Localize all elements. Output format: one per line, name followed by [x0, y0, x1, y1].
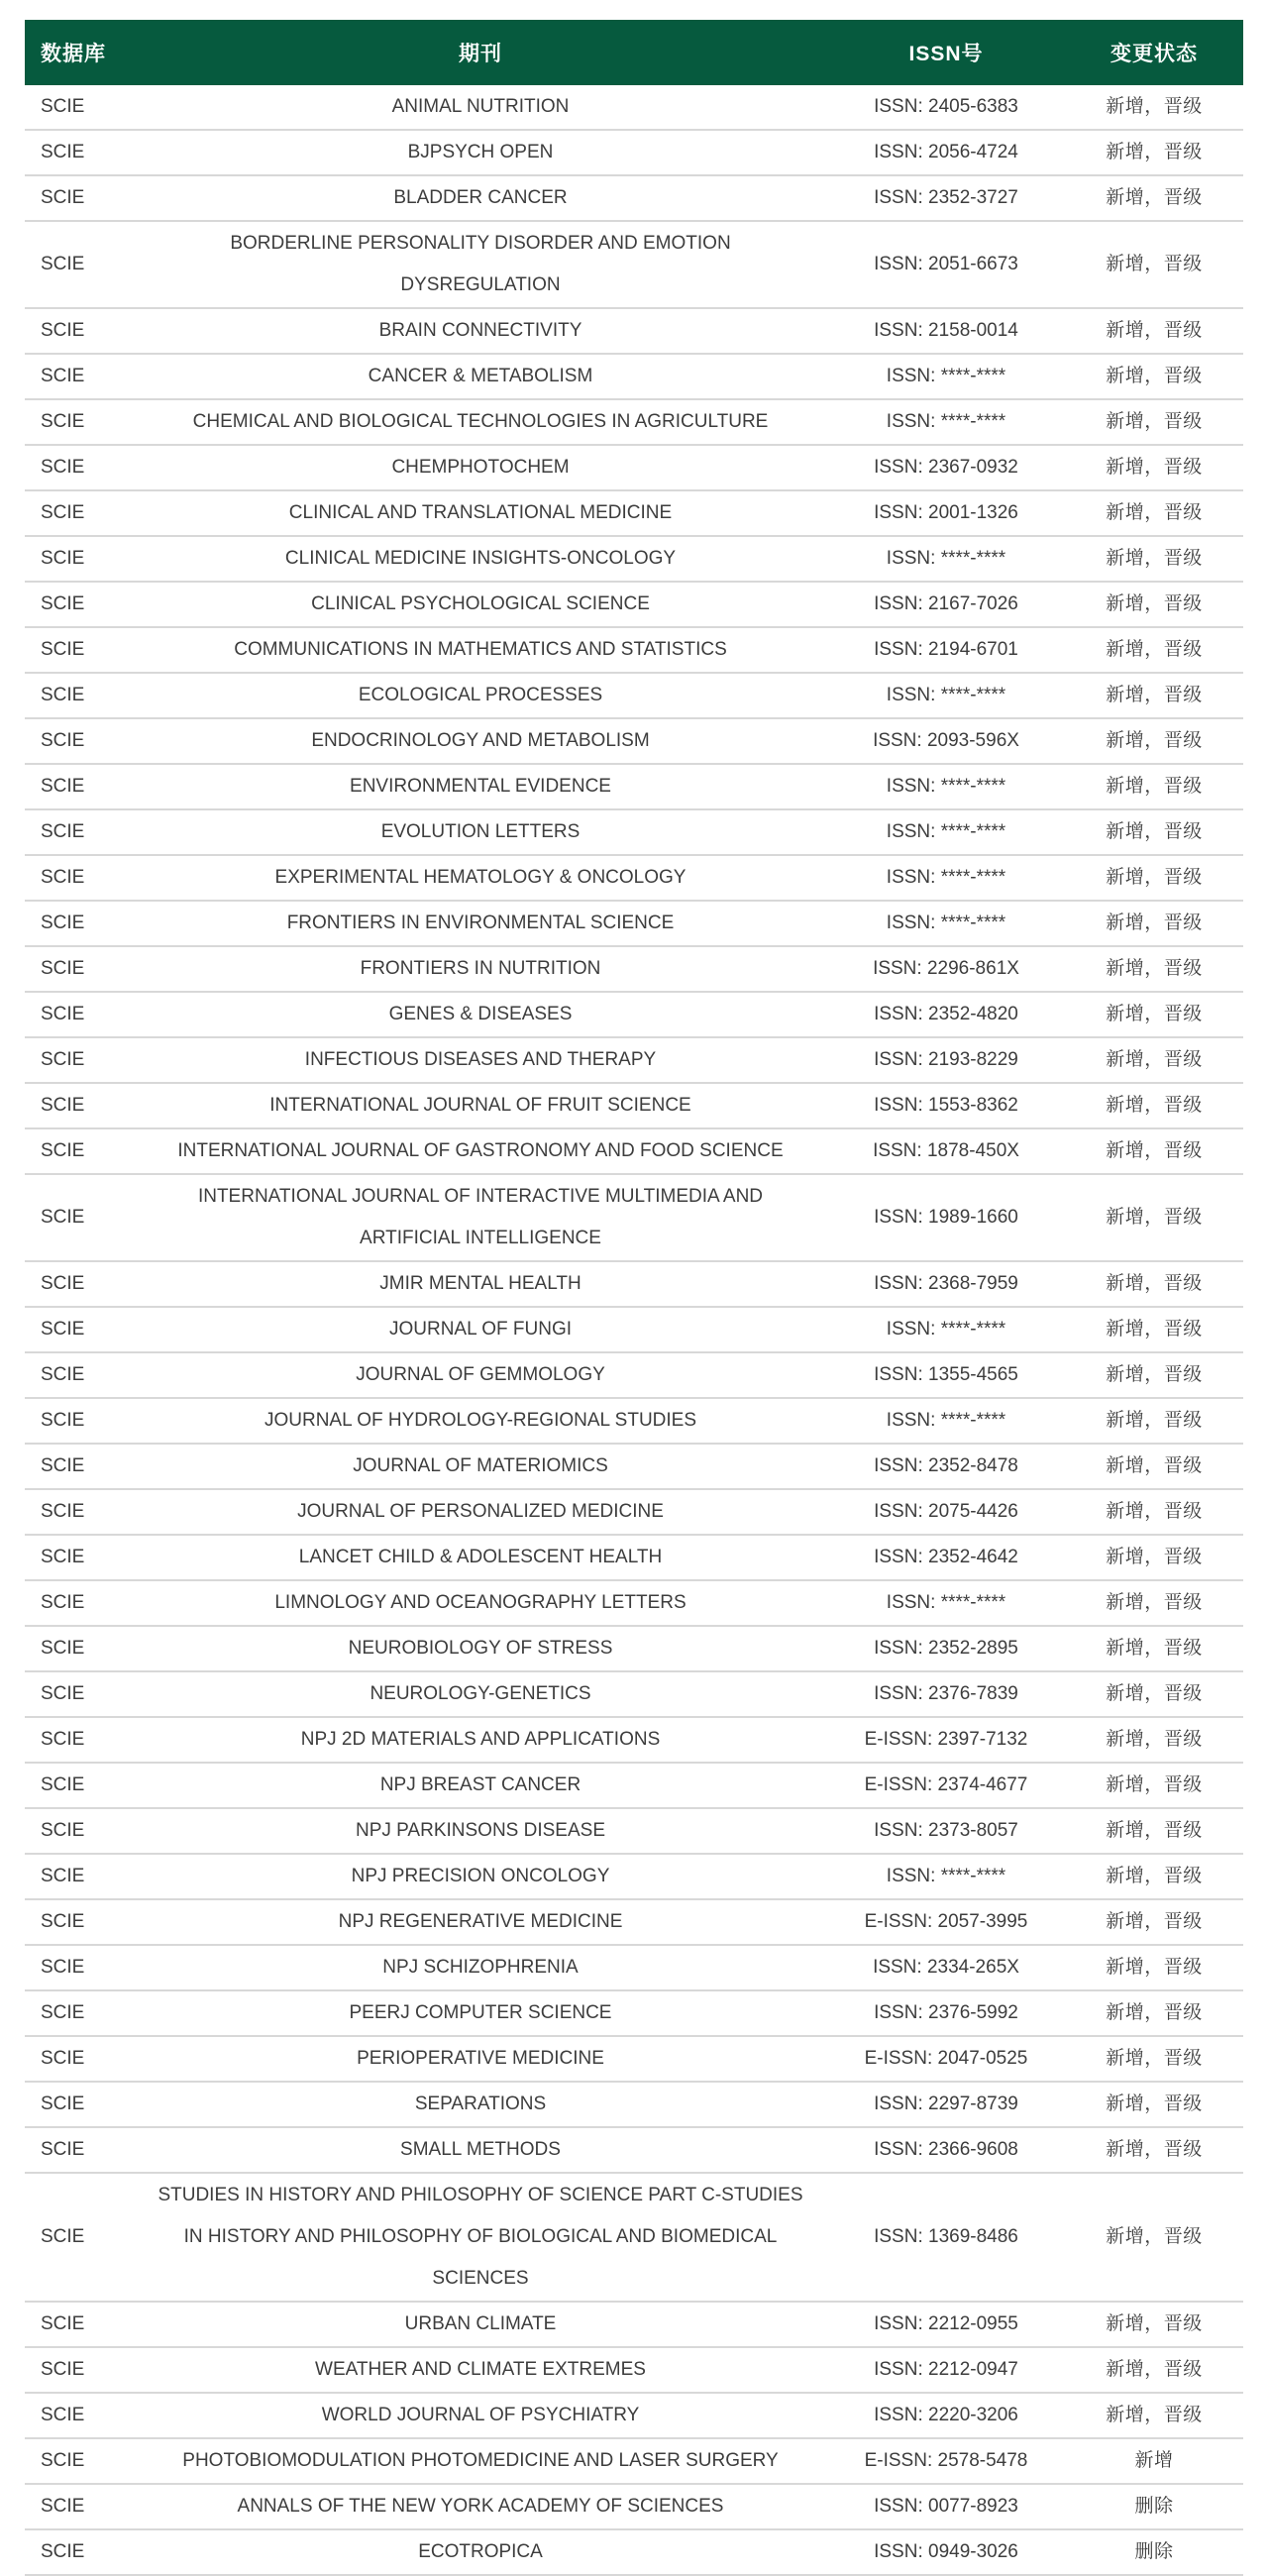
- cell-journal: COMMUNICATIONS IN MATHEMATICS AND STATISTICS: [134, 627, 827, 673]
- cell-database: SCIE: [25, 2302, 134, 2347]
- cell-issn: ISSN: 2167-7026: [827, 582, 1065, 627]
- cell-database: SCIE: [25, 1671, 134, 1717]
- table-row: [25, 175, 1243, 221]
- table-row: [25, 490, 1243, 536]
- cell-status: 新增，晋级: [1065, 1398, 1243, 1444]
- cell-database: SCIE: [25, 2082, 134, 2127]
- column-header-issn: ISSN号: [827, 20, 1065, 85]
- table-row: [25, 1854, 1243, 1899]
- cell-status: 新增，晋级: [1065, 946, 1243, 992]
- cell-journal: CLINICAL PSYCHOLOGICAL SCIENCE: [134, 582, 827, 627]
- cell-journal: PHOTOBIOMODULATION PHOTOMEDICINE AND LASER SURGERY: [134, 2438, 827, 2484]
- cell-status: 新增，晋级: [1065, 445, 1243, 490]
- table-row: [25, 1808, 1243, 1854]
- cell-journal: FRONTIERS IN ENVIRONMENTAL SCIENCE: [134, 901, 827, 946]
- cell-database: SCIE: [25, 2347, 134, 2393]
- table-row: [25, 809, 1243, 855]
- cell-database: SCIE: [25, 1128, 134, 1174]
- table-row: [25, 764, 1243, 809]
- cell-journal: NPJ 2D MATERIALS AND APPLICATIONS: [134, 1717, 827, 1763]
- cell-journal: NPJ REGENERATIVE MEDICINE: [134, 1899, 827, 1945]
- cell-status: 新增，晋级: [1065, 1128, 1243, 1174]
- table-row: [25, 308, 1243, 354]
- table-row: [25, 718, 1243, 764]
- cell-journal: EXPERIMENTAL HEMATOLOGY & ONCOLOGY: [134, 855, 827, 901]
- cell-issn: ISSN: 1553-8362: [827, 1083, 1065, 1128]
- cell-journal: ANIMAL NUTRITION: [134, 85, 827, 130]
- table-row: [25, 1580, 1243, 1626]
- cell-status: 新增，晋级: [1065, 536, 1243, 582]
- cell-database: SCIE: [25, 2438, 134, 2484]
- cell-issn: ISSN: 2051-6673: [827, 221, 1065, 308]
- cell-database: SCIE: [25, 1307, 134, 1352]
- cell-journal: JMIR MENTAL HEALTH: [134, 1261, 827, 1307]
- cell-status: 新增，晋级: [1065, 85, 1243, 130]
- table-row: [25, 1626, 1243, 1671]
- cell-status: 新增，晋级: [1065, 308, 1243, 354]
- cell-database: SCIE: [25, 1990, 134, 2036]
- cell-issn: ISSN: ****-****: [827, 809, 1065, 855]
- cell-status: 新增，晋级: [1065, 1489, 1243, 1535]
- cell-issn: ISSN: ****-****: [827, 901, 1065, 946]
- cell-database: SCIE: [25, 1626, 134, 1671]
- cell-journal: INFECTIOUS DISEASES AND THERAPY: [134, 1037, 827, 1083]
- cell-status: 删除: [1065, 2529, 1243, 2575]
- table-row: [25, 1899, 1243, 1945]
- table-row: [25, 2036, 1243, 2082]
- cell-issn: ISSN: 2352-4820: [827, 992, 1065, 1037]
- cell-status: 新增，晋级: [1065, 2127, 1243, 2173]
- cell-status: 新增，晋级: [1065, 2302, 1243, 2347]
- cell-journal: EVOLUTION LETTERS: [134, 809, 827, 855]
- cell-journal: JOURNAL OF HYDROLOGY-REGIONAL STUDIES: [134, 1398, 827, 1444]
- cell-journal: CHEMICAL AND BIOLOGICAL TECHNOLOGIES IN AGRICULTURE: [134, 399, 827, 445]
- cell-journal: BJPSYCH OPEN: [134, 130, 827, 175]
- cell-journal: LANCET CHILD & ADOLESCENT HEALTH: [134, 1535, 827, 1580]
- cell-database: SCIE: [25, 1763, 134, 1808]
- cell-issn: ISSN: 2193-8229: [827, 1037, 1065, 1083]
- cell-issn: ISSN: ****-****: [827, 1307, 1065, 1352]
- cell-database: SCIE: [25, 1352, 134, 1398]
- table-row: [25, 901, 1243, 946]
- cell-database: SCIE: [25, 445, 134, 490]
- table-row: [25, 1671, 1243, 1717]
- cell-issn: ISSN: ****-****: [827, 536, 1065, 582]
- cell-status: 删除: [1065, 2484, 1243, 2529]
- cell-issn: ISSN: 2212-0955: [827, 2302, 1065, 2347]
- cell-journal: PEERJ COMPUTER SCIENCE: [134, 1990, 827, 2036]
- table-row: [25, 130, 1243, 175]
- table-row: [25, 1261, 1243, 1307]
- cell-status: 新增，晋级: [1065, 1307, 1243, 1352]
- table-header-row: [25, 20, 1243, 85]
- cell-status: 新增，晋级: [1065, 2393, 1243, 2438]
- table-row: [25, 855, 1243, 901]
- cell-issn: ISSN: ****-****: [827, 1580, 1065, 1626]
- cell-status: 新增，晋级: [1065, 1352, 1243, 1398]
- cell-database: SCIE: [25, 1899, 134, 1945]
- table-row: [25, 1398, 1243, 1444]
- cell-issn: ISSN: 0949-3026: [827, 2529, 1065, 2575]
- cell-database: SCIE: [25, 85, 134, 130]
- cell-status: 新增，晋级: [1065, 175, 1243, 221]
- cell-database: SCIE: [25, 175, 134, 221]
- cell-status: 新增，晋级: [1065, 992, 1243, 1037]
- cell-status: 新增，晋级: [1065, 2173, 1243, 2302]
- cell-journal: CANCER & METABOLISM: [134, 354, 827, 399]
- cell-status: 新增，晋级: [1065, 1990, 1243, 2036]
- cell-status: 新增，晋级: [1065, 1808, 1243, 1854]
- cell-status: 新增，晋级: [1065, 130, 1243, 175]
- cell-database: SCIE: [25, 2036, 134, 2082]
- table-row: [25, 1990, 1243, 2036]
- table-body: [25, 85, 1243, 2575]
- cell-journal: CLINICAL AND TRANSLATIONAL MEDICINE: [134, 490, 827, 536]
- cell-issn: ISSN: 2405-6383: [827, 85, 1065, 130]
- column-header-database: 数据库: [25, 20, 134, 85]
- cell-issn: ISSN: 2376-5992: [827, 1990, 1065, 2036]
- cell-journal: BLADDER CANCER: [134, 175, 827, 221]
- cell-database: SCIE: [25, 764, 134, 809]
- cell-journal: STUDIES IN HISTORY AND PHILOSOPHY OF SCIENCE PART C-STUDIES IN HISTORY AND PHILOSOPHY OF BIOLOGICAL AND BIOMEDICAL SCIENCES: [134, 2173, 827, 2302]
- cell-status: 新增，晋级: [1065, 1535, 1243, 1580]
- cell-issn: ISSN: 2352-3727: [827, 175, 1065, 221]
- cell-issn: E-ISSN: 2374-4677: [827, 1763, 1065, 1808]
- cell-issn: ISSN: 2158-0014: [827, 308, 1065, 354]
- cell-issn: ISSN: 2367-0932: [827, 445, 1065, 490]
- cell-status: 新增，晋级: [1065, 1626, 1243, 1671]
- cell-issn: ISSN: 2093-596X: [827, 718, 1065, 764]
- table-row: [25, 1945, 1243, 1990]
- cell-issn: ISSN: 2352-8478: [827, 1444, 1065, 1489]
- cell-journal: JOURNAL OF PERSONALIZED MEDICINE: [134, 1489, 827, 1535]
- cell-database: SCIE: [25, 1174, 134, 1261]
- journal-change-table: [25, 20, 1243, 2576]
- cell-database: SCIE: [25, 490, 134, 536]
- table-row: [25, 1352, 1243, 1398]
- table-row: [25, 2127, 1243, 2173]
- cell-status: 新增，晋级: [1065, 1763, 1243, 1808]
- cell-issn: ISSN: 2194-6701: [827, 627, 1065, 673]
- cell-issn: ISSN: ****-****: [827, 1854, 1065, 1899]
- cell-status: 新增，晋级: [1065, 1037, 1243, 1083]
- cell-journal: INTERNATIONAL JOURNAL OF INTERACTIVE MULTIMEDIA AND ARTIFICIAL INTELLIGENCE: [134, 1174, 827, 1261]
- table-row: [25, 2393, 1243, 2438]
- cell-issn: ISSN: ****-****: [827, 1398, 1065, 1444]
- cell-issn: ISSN: ****-****: [827, 399, 1065, 445]
- table-row: [25, 399, 1243, 445]
- cell-status: 新增，晋级: [1065, 399, 1243, 445]
- cell-journal: ECOTROPICA: [134, 2529, 827, 2575]
- table-row: [25, 221, 1243, 308]
- cell-database: SCIE: [25, 2529, 134, 2575]
- cell-status: 新增，晋级: [1065, 718, 1243, 764]
- cell-issn: ISSN: 2056-4724: [827, 130, 1065, 175]
- cell-journal: ENDOCRINOLOGY AND METABOLISM: [134, 718, 827, 764]
- table-row: [25, 1128, 1243, 1174]
- cell-journal: JOURNAL OF FUNGI: [134, 1307, 827, 1352]
- cell-database: SCIE: [25, 308, 134, 354]
- table-row: [25, 2302, 1243, 2347]
- cell-issn: E-ISSN: 2057-3995: [827, 1899, 1065, 1945]
- cell-issn: ISSN: 1878-450X: [827, 1128, 1065, 1174]
- cell-status: 新增，晋级: [1065, 1261, 1243, 1307]
- cell-issn: ISSN: 2075-4426: [827, 1489, 1065, 1535]
- cell-database: SCIE: [25, 2484, 134, 2529]
- cell-database: SCIE: [25, 718, 134, 764]
- cell-database: SCIE: [25, 1037, 134, 1083]
- cell-issn: ISSN: 2334-265X: [827, 1945, 1065, 1990]
- table-row: [25, 1535, 1243, 1580]
- cell-status: 新增，晋级: [1065, 1174, 1243, 1261]
- table-row: [25, 445, 1243, 490]
- cell-journal: SMALL METHODS: [134, 2127, 827, 2173]
- cell-journal: ECOLOGICAL PROCESSES: [134, 673, 827, 718]
- cell-database: SCIE: [25, 901, 134, 946]
- cell-database: SCIE: [25, 946, 134, 992]
- table-row: [25, 2082, 1243, 2127]
- cell-journal: SEPARATIONS: [134, 2082, 827, 2127]
- cell-journal: PERIOPERATIVE MEDICINE: [134, 2036, 827, 2082]
- table-row: [25, 1174, 1243, 1261]
- cell-journal: INTERNATIONAL JOURNAL OF GASTRONOMY AND FOOD SCIENCE: [134, 1128, 827, 1174]
- cell-journal: BRAIN CONNECTIVITY: [134, 308, 827, 354]
- cell-journal: ENVIRONMENTAL EVIDENCE: [134, 764, 827, 809]
- cell-database: SCIE: [25, 1945, 134, 1990]
- cell-journal: CHEMPHOTOCHEM: [134, 445, 827, 490]
- cell-journal: GENES & DISEASES: [134, 992, 827, 1037]
- cell-database: SCIE: [25, 1444, 134, 1489]
- cell-issn: ISSN: ****-****: [827, 855, 1065, 901]
- cell-database: SCIE: [25, 2127, 134, 2173]
- cell-issn: ISSN: ****-****: [827, 764, 1065, 809]
- cell-issn: ISSN: 2366-9608: [827, 2127, 1065, 2173]
- table-row: [25, 946, 1243, 992]
- column-header-status: 变更状态: [1065, 20, 1243, 85]
- cell-status: 新增，晋级: [1065, 764, 1243, 809]
- cell-database: SCIE: [25, 992, 134, 1037]
- table-row: [25, 992, 1243, 1037]
- cell-issn: ISSN: 2373-8057: [827, 1808, 1065, 1854]
- cell-database: SCIE: [25, 1808, 134, 1854]
- cell-status: 新增，晋级: [1065, 673, 1243, 718]
- cell-journal: NPJ SCHIZOPHRENIA: [134, 1945, 827, 1990]
- table-row: [25, 1037, 1243, 1083]
- cell-database: SCIE: [25, 1854, 134, 1899]
- cell-journal: URBAN CLIMATE: [134, 2302, 827, 2347]
- cell-status: 新增，晋级: [1065, 2347, 1243, 2393]
- cell-journal: NPJ PRECISION ONCOLOGY: [134, 1854, 827, 1899]
- table-row: [25, 1307, 1243, 1352]
- cell-journal: NEUROBIOLOGY OF STRESS: [134, 1626, 827, 1671]
- cell-status: 新增，晋级: [1065, 901, 1243, 946]
- cell-status: 新增，晋级: [1065, 1444, 1243, 1489]
- cell-issn: ISSN: 1369-8486: [827, 2173, 1065, 2302]
- table-row: [25, 2347, 1243, 2393]
- cell-status: 新增，晋级: [1065, 354, 1243, 399]
- cell-issn: ISSN: 0077-8923: [827, 2484, 1065, 2529]
- cell-status: 新增，晋级: [1065, 490, 1243, 536]
- table-row: [25, 1083, 1243, 1128]
- cell-database: SCIE: [25, 582, 134, 627]
- cell-journal: CLINICAL MEDICINE INSIGHTS-ONCOLOGY: [134, 536, 827, 582]
- table-row: [25, 673, 1243, 718]
- cell-journal: NPJ BREAST CANCER: [134, 1763, 827, 1808]
- cell-issn: ISSN: 2376-7839: [827, 1671, 1065, 1717]
- cell-database: SCIE: [25, 1261, 134, 1307]
- cell-issn: ISSN: ****-****: [827, 354, 1065, 399]
- cell-issn: ISSN: 2368-7959: [827, 1261, 1065, 1307]
- cell-database: SCIE: [25, 2173, 134, 2302]
- cell-issn: ISSN: 2297-8739: [827, 2082, 1065, 2127]
- cell-journal: LIMNOLOGY AND OCEANOGRAPHY LETTERS: [134, 1580, 827, 1626]
- cell-database: SCIE: [25, 536, 134, 582]
- cell-issn: ISSN: ****-****: [827, 673, 1065, 718]
- cell-journal: FRONTIERS IN NUTRITION: [134, 946, 827, 992]
- cell-issn: ISSN: 1355-4565: [827, 1352, 1065, 1398]
- table-row: [25, 354, 1243, 399]
- cell-issn: ISSN: 2352-2895: [827, 1626, 1065, 1671]
- table-row: [25, 2438, 1243, 2484]
- cell-issn: ISSN: 2352-4642: [827, 1535, 1065, 1580]
- cell-status: 新增，晋级: [1065, 809, 1243, 855]
- cell-issn: ISSN: 2001-1326: [827, 490, 1065, 536]
- table-row: [25, 85, 1243, 130]
- cell-status: 新增，晋级: [1065, 1083, 1243, 1128]
- cell-journal: NEUROLOGY-GENETICS: [134, 1671, 827, 1717]
- cell-issn: E-ISSN: 2397-7132: [827, 1717, 1065, 1763]
- cell-journal: WEATHER AND CLIMATE EXTREMES: [134, 2347, 827, 2393]
- column-header-journal: 期刊: [134, 20, 827, 85]
- cell-database: SCIE: [25, 130, 134, 175]
- cell-database: SCIE: [25, 1489, 134, 1535]
- cell-database: SCIE: [25, 627, 134, 673]
- cell-status: 新增，晋级: [1065, 1945, 1243, 1990]
- cell-status: 新增，晋级: [1065, 582, 1243, 627]
- table-row: [25, 627, 1243, 673]
- cell-status: 新增，晋级: [1065, 1671, 1243, 1717]
- cell-status: 新增，晋级: [1065, 855, 1243, 901]
- cell-database: SCIE: [25, 1717, 134, 1763]
- cell-status: 新增，晋级: [1065, 2082, 1243, 2127]
- table-row: [25, 1444, 1243, 1489]
- cell-issn: ISSN: 2212-0947: [827, 2347, 1065, 2393]
- cell-status: 新增，晋级: [1065, 1580, 1243, 1626]
- cell-journal: INTERNATIONAL JOURNAL OF FRUIT SCIENCE: [134, 1083, 827, 1128]
- cell-issn: ISSN: 2220-3206: [827, 2393, 1065, 2438]
- cell-issn: E-ISSN: 2578-5478: [827, 2438, 1065, 2484]
- cell-status: 新增，晋级: [1065, 221, 1243, 308]
- cell-issn: ISSN: 2296-861X: [827, 946, 1065, 992]
- cell-journal: JOURNAL OF MATERIOMICS: [134, 1444, 827, 1489]
- cell-status: 新增，晋级: [1065, 1854, 1243, 1899]
- table-row: [25, 1763, 1243, 1808]
- cell-status: 新增，晋级: [1065, 2036, 1243, 2082]
- cell-database: SCIE: [25, 809, 134, 855]
- table-row: [25, 582, 1243, 627]
- cell-status: 新增: [1065, 2438, 1243, 2484]
- cell-journal: NPJ PARKINSONS DISEASE: [134, 1808, 827, 1854]
- cell-journal: ANNALS OF THE NEW YORK ACADEMY OF SCIENCES: [134, 2484, 827, 2529]
- cell-journal: JOURNAL OF GEMMOLOGY: [134, 1352, 827, 1398]
- cell-journal: WORLD JOURNAL OF PSYCHIATRY: [134, 2393, 827, 2438]
- table-row: [25, 2484, 1243, 2529]
- cell-database: SCIE: [25, 1398, 134, 1444]
- cell-database: SCIE: [25, 1083, 134, 1128]
- cell-database: SCIE: [25, 673, 134, 718]
- cell-issn: E-ISSN: 2047-0525: [827, 2036, 1065, 2082]
- cell-database: SCIE: [25, 221, 134, 308]
- cell-database: SCIE: [25, 399, 134, 445]
- table-row: [25, 2173, 1243, 2302]
- cell-database: SCIE: [25, 1580, 134, 1626]
- cell-database: SCIE: [25, 855, 134, 901]
- cell-issn: ISSN: 1989-1660: [827, 1174, 1065, 1261]
- cell-database: SCIE: [25, 2393, 134, 2438]
- cell-journal: BORDERLINE PERSONALITY DISORDER AND EMOTION DYSREGULATION: [134, 221, 827, 308]
- table-row: [25, 1717, 1243, 1763]
- cell-database: SCIE: [25, 1535, 134, 1580]
- table-row: [25, 1489, 1243, 1535]
- cell-database: SCIE: [25, 354, 134, 399]
- cell-status: 新增，晋级: [1065, 627, 1243, 673]
- cell-status: 新增，晋级: [1065, 1899, 1243, 1945]
- table-row: [25, 536, 1243, 582]
- cell-status: 新增，晋级: [1065, 1717, 1243, 1763]
